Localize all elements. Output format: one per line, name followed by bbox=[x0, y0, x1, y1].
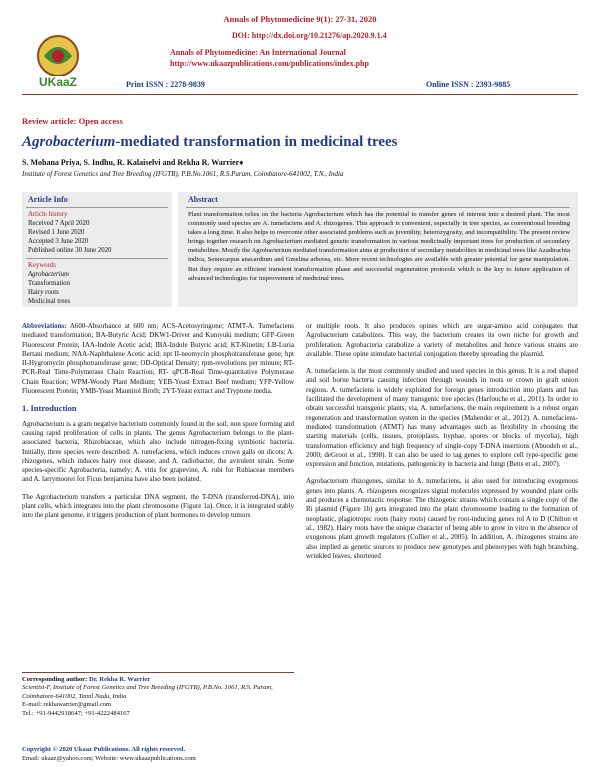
keyword-item: Transformation bbox=[28, 280, 71, 287]
abstract-box bbox=[178, 192, 578, 307]
abstract-heading: Abstract bbox=[188, 195, 218, 204]
keyword-item: Hairy roots bbox=[28, 289, 59, 296]
right-column bbox=[306, 322, 578, 569]
received-date: Received 7 April 2020 bbox=[28, 220, 90, 227]
article-info-box bbox=[22, 192, 172, 307]
corr-heading: Corresponding author: bbox=[22, 676, 88, 683]
corr-tel: Tel.: +91-9442918647; +91-4222484167 bbox=[22, 709, 130, 717]
body-paragraph: A. tumefaciens is the most commonly studied and used species in this genus. It is a rod shaped and soil borne bacteria causing infection through wounds in roots or crown in graft union regions. A. tumefaciens is widely exploited for foreign genes introduction into plants and has facilitated the development of many transgenic tree species (Harfouche et al., 2011). In order to obtain successful transgenic plants, via, A. tumefaciens, the main requirement is a robust organ regeneration and transformation system in the species (Mahender et al., 2012). A. tumefaciens-mediated transformation (ATMT) has many advantages such as flexibility in choosing the starting materials (cells, tissues, protoplasts, hyphae, spores or blocks of mycelia), high transformation efficiency and high frequency of single-copy T-DNA insertions (Abuodeh et al., 2000; deGroot et al., 1998). It can also be used to tag genes to explore cell type-specific gene expression and function, mutations, pathogenicity in bacteria and fungi (Betts et al., 2007). bbox=[306, 367, 578, 469]
abbreviations bbox=[22, 322, 294, 396]
authors: S. Mohana Priya, S. Indhu, R. Kalaiselvi and Rekha R. Warrier♦ bbox=[22, 158, 244, 167]
history-label: Article history bbox=[28, 211, 68, 218]
keyword-item: Agrobacterium bbox=[28, 271, 69, 278]
intro-paragraph: Agrobacterium is a gram negative bacterium commonly found in the soil, non spore forming and causing rapid proliferation of cells in plants. The genus Agrobacterium belongs to the plant-associated bacteria, Rhizobiaceae, which also include nitrogen-fixing symbiotic bacteria. Initially, three species were described: A. tumefaciens, which induces crown galls on dicots; A. rhizogenes, which induces hairy root disease; and A. radiobacter, the avirulent strain. Some species-specific Agrobacteria, namely; A. vitis for grapevine, A. rubi for Rubiaceae members and A. larrymoorei for Ficus benjamina have also been isolated. bbox=[22, 419, 294, 484]
copyright bbox=[22, 746, 196, 763]
info-divider bbox=[26, 207, 168, 208]
corr-divider bbox=[22, 672, 294, 673]
article-title bbox=[22, 134, 578, 151]
contact-line: Email: ukaaz@yahoo.com; Website: www.ukaazpublications.com bbox=[22, 754, 196, 762]
affiliation: Institute of Forest Genetics and Tree Breeding (IFGTB), P.B.No.1061, R.S.Puram, Coimbatore-641002, T.N., India bbox=[22, 170, 344, 178]
corr-name: Dr. Rekha R. Warrier bbox=[88, 676, 151, 683]
intro-paragraph: The Agrobacterium transfers a particular DNA segment, the T-DNA (transferred-DNA), into plant cells, which integrates into the plant chromosome (Figure 1a). Once, it is integrated stably into the plant genome, it triggers production of plant hormones to develop tumors bbox=[22, 492, 294, 520]
article-type: Review article: Open access bbox=[22, 116, 123, 126]
corr-email[interactable]: E-mail: rekhawarrier@gmail.com bbox=[22, 701, 112, 709]
title-rest: -mediated transformation in medicinal trees bbox=[115, 134, 398, 150]
keyword-item: Medicinal trees bbox=[28, 298, 71, 305]
journal-url[interactable]: http://www.ukaazpublications.com/publications/index.php bbox=[170, 59, 369, 68]
body-paragraph: Agrobacterium rhizogenes, similar to A. tumefaciens, is also used for introducing exogenous genes into plants. A. rhizogenes recognizes signal molecules expressed by wounded plant cells and produces a chemotactic response. The rhizogenic strains which contain a single copy of the Ri plasmid (Figure 1b) gets integrated into the plant chromosome leading to the formation of neoplastic, plagiotropic roots (hairy roots) caused by root-inducing genes rol A to D (Chilton et al., 1982). Hairy roots have the unique character of being able to grow in vitro in the absence of exogenous plant growth regulators (Collier et al., 2005). In addition, A. rhizogenes strains are also implied as genetic sources to produce new genotypes and phenotypes with high branching, wrinkled leaves, shortened bbox=[306, 477, 578, 560]
corresponding-author bbox=[22, 676, 294, 718]
logo-text: UKaaZ bbox=[38, 75, 78, 88]
journal-name: Annals of Phytomedicine: An International Journal bbox=[170, 48, 346, 57]
revised-date: Revised 1 June 2020 bbox=[28, 229, 85, 236]
left-column bbox=[22, 322, 294, 529]
copyright-line: Copyright © 2020 Ukaaz Publications. All rights reserved. bbox=[22, 746, 186, 753]
section-introduction: 1. Introduction bbox=[22, 403, 77, 414]
ukaaz-logo bbox=[22, 32, 94, 88]
body-paragraph: or multiple roots. It also produces opines which are sugar-amino acid conjugates that Agrobacterium catabolizes. This way, the bacterium creates its own niche for growth and proliferation. Agrobacteria catabolize a variety of metabolites and hence various strains are available. These opine stimulate bacterial conjugation thereby spreading the plasmid. bbox=[306, 322, 578, 358]
abbreviations-text: A600-Absorbance at 600 nm; ACS-Acetosyringone; ATMT-A. Tumefaciens mediated transformation; BA-Butyric Acid; DKW1-Driver and Kuniyuki medium; GFP-Green Fluorescent Protein; IAA-Indole Acetic acid; IBA-Indole Butyric acid; KT-Kinetin; LB-Luria Bertani medium; NAA-Naphthalene Acetic acid; npt II-neomycin phosphotransferase gene; hpt II-Hygromycin phosphotransferase gene; OD-Optical Density; rpm-revolutions per minute; RT-PCR-Real Time-Polymerase Chain Reaction; RT- qPCR-Real Time-quantitative Polymerase Chain Reaction; WPM-Woody Plant Medium; YEB-Yeast Extract Beef medium; YFP-Yellow Fluorescent Protein; YMB-Yeast Mannitol Broth; 2YT-Yeast extract and Tryptone media. bbox=[22, 322, 294, 396]
published-date: Published online 30 June 2020 bbox=[28, 247, 112, 254]
abstract-divider bbox=[186, 207, 570, 208]
accepted-date: Accepted 3 June 2020 bbox=[28, 238, 89, 245]
print-issn: Print ISSN : 2278-9839 bbox=[126, 80, 205, 89]
doi-link[interactable]: DOI: http://dx.doi.org/10.21276/ap.2020.9.1.4 bbox=[232, 31, 387, 40]
online-issn: Online ISSN : 2393-9885 bbox=[426, 80, 511, 89]
title-italic: Agrobacterium bbox=[22, 134, 116, 150]
journal-citation: Annals of Phytomedicine 9(1): 27-31, 2020 bbox=[223, 14, 377, 24]
article-info-heading: Article Info bbox=[28, 195, 68, 204]
keywords-label: Keywords bbox=[28, 262, 56, 269]
abbreviations-label: Abbreviations: bbox=[22, 322, 67, 330]
corr-designation: Scientist-F, Institute of Forest Genetics and Tree Breeding (IFGTB), P.B.No. 1061, R.S. Puram, Coimbatore-641002, Tamil Nadu, India bbox=[22, 684, 273, 700]
header-divider bbox=[22, 94, 578, 95]
info-divider bbox=[26, 258, 168, 259]
abstract-text: Plant transformation relies on the bacteria Agrobacterium which has the potential to transfer genes of interest into a desired plant. The most commonly used species are A. tumefaciens and A. rhizogenes. This approach is convenient, especially in tree species, as conventional breeding takes a long time. It also helps to overcome other associated problems such as juvenility, heterozygosity, and incompatibility. The present review brings together research on Agrobacterium mediated genetic transformation in various medicinally important trees for production of secondary metabolites. Mostly the Agrobacterium mediated transformation aims at production of secondary metabolites in medicinal trees like Azadirachta indica, Semecarpus anacardium and Gmelina arborea, etc. More recent technologies are available with greater potential for gene manipulation. But they require an efficient transient transformation phase and successful regeneration protocols which is the key to future application of advanced technologies for improvement of medicinal trees. bbox=[188, 211, 570, 282]
